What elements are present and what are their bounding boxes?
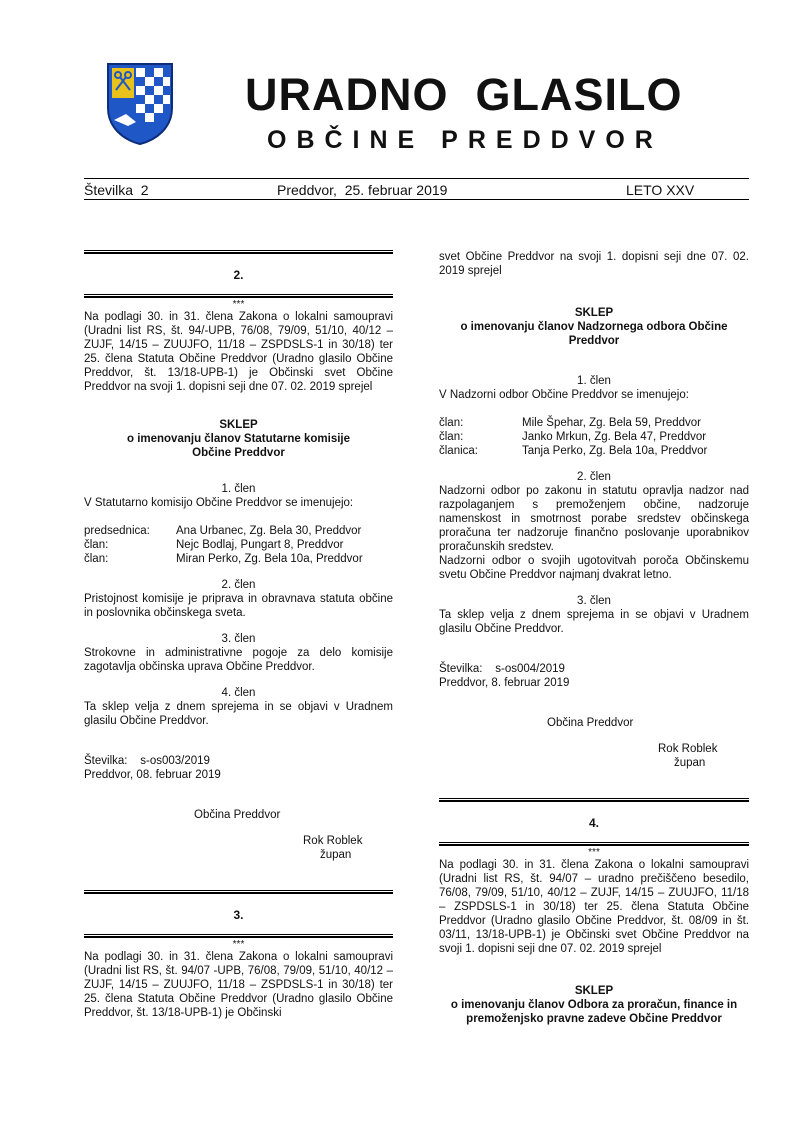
section-number: 2. xyxy=(233,268,244,282)
article-text: Nadzorni odbor o svojih ugotovitvah poroča Občinskemu svetu Občine Preddvor najmanj dvakrat letno. xyxy=(439,555,749,581)
section-number: 3. xyxy=(233,908,244,922)
right-column xyxy=(439,250,749,1026)
member-name: Janko Mrkun, Zg. Bela 47, Preddvor xyxy=(522,431,707,443)
article-title: 4. člen xyxy=(221,687,256,699)
article-text: Nadzorni odbor po zakonu in statutu opravlja nadzor nad razpolaganjem s premoženjem občine, nadzoruje namenskost in smotrnost porabe sredstev občinskega proračuna ter nadzoruje finančno poslovanje uporabnikov proračunskih sredstev. xyxy=(439,485,749,553)
article-title: 3. člen xyxy=(221,633,256,645)
issue-year: LETO XXV xyxy=(626,182,695,198)
header-rule-bottom xyxy=(84,199,749,200)
member-role: član: xyxy=(439,431,464,443)
document-number: Številka: s-os003/2019 xyxy=(84,755,210,767)
article-title: 1. člen xyxy=(221,483,256,495)
article-text: Pristojnost komisije je priprava in obravnava statuta občine in poslovnika občinskega sveta. xyxy=(84,593,393,619)
article-title: 2. člen xyxy=(221,579,256,591)
gazette-subtitle: OBČINE PREDDVOR xyxy=(267,126,663,154)
section-stars: *** xyxy=(232,299,245,310)
article-title: 3. člen xyxy=(577,595,611,607)
article-text: Strokovne in administrativne pogoje za delo komisije zagotavlja občinska uprava Občine Preddvor. xyxy=(84,647,393,673)
section-separator xyxy=(439,798,749,802)
section-separator xyxy=(84,890,393,894)
issue-place-date: Preddvor, 25. februar 2019 xyxy=(277,182,448,198)
decision-title: o imenovanju članov Odbora za proračun, finance in premoženjsko pravne zadeve Občine Preddvor xyxy=(450,999,738,1025)
signature-name: Rok Roblek xyxy=(658,743,718,755)
signature-role: župan xyxy=(320,849,352,861)
section-separator xyxy=(84,250,393,254)
member-role: predsednica: xyxy=(84,525,150,537)
member-name: Miran Perko, Zg. Bela 10a, Preddvor xyxy=(176,553,363,565)
member-row xyxy=(84,538,393,552)
gazette-title: URADNO GLASILO xyxy=(245,69,683,120)
document-date: Preddvor, 08. februar 2019 xyxy=(84,769,221,781)
section-separator xyxy=(84,294,393,298)
member-row xyxy=(439,416,749,430)
member-name: Nejc Bodlaj, Pungart 8, Preddvor xyxy=(176,539,344,551)
member-name: Mile Špehar, Zg. Bela 59, Preddvor xyxy=(522,417,701,429)
article-text: V Statutarno komisijo Občine Preddvor se imenujejo: xyxy=(84,497,354,509)
section-stars: *** xyxy=(232,939,245,950)
member-role: član: xyxy=(84,553,109,565)
article-text: Ta sklep velja z dnem sprejema in se objavi v Uradnem glasilu Občine Preddvor. xyxy=(84,701,393,727)
article-title: 2. člen xyxy=(577,471,611,483)
section-stars: *** xyxy=(588,847,600,858)
decision-heading: SKLEP xyxy=(574,985,614,997)
members-list xyxy=(84,524,393,566)
article-text: V Nadzorni odbor Občine Preddvor se imenujejo: xyxy=(439,389,689,401)
legal-basis-paragraph-continued: svet Občine Preddvor na svoji 1. dopisni seji dne 07. 02. 2019 sprejel xyxy=(439,251,749,277)
decision-title: o imenovanju članov Nadzornega odbora Občine Preddvor xyxy=(460,321,728,347)
member-row xyxy=(439,444,749,458)
member-name: Tanja Perko, Zg. Bela 10a, Preddvor xyxy=(522,445,708,457)
legal-basis-paragraph: Na podlagi 30. in 31. člena Zakona o lokalni samoupravi (Uradni list RS, št. 94/07 – uradno prečiščeno besedilo, 76/08, 79/09, 51/10, 40/12 – ZUJF, 14/15 – ZUUJFO, 11/18 – ZSPDSLS-1 in 30/18) ter 25. člena Statuta Občine Preddvor (Uradno glasilo Občine Preddvor, št. 08/09 in št. 03/11, 13/18-UPB-1) je Občinski svet Občine Preddvor na svoji 1. dopisni seji dne 07. 02. 2019 sprejel xyxy=(439,859,749,955)
member-row xyxy=(439,430,749,444)
document-date: Preddvor, 8. februar 2019 xyxy=(439,677,570,689)
signature-org: Občina Preddvor xyxy=(194,809,281,821)
member-row xyxy=(84,552,393,566)
signature-name: Rok Roblek xyxy=(303,835,363,847)
municipality-coat-of-arms-icon xyxy=(106,62,174,146)
member-role: član: xyxy=(439,417,464,429)
issue-number: Številka 2 xyxy=(84,182,149,198)
member-row xyxy=(84,524,393,538)
decision-heading: SKLEP xyxy=(219,419,258,431)
left-column xyxy=(84,250,393,1020)
header-rule-top xyxy=(84,178,749,179)
signature-role: župan xyxy=(674,757,706,769)
section-separator xyxy=(84,934,393,938)
legal-basis-paragraph: Na podlagi 30. in 31. člena Zakona o lokalni samoupravi (Uradni list RS, št. 94/-UPB, 76/08, 79/09, 51/10, 40/12 – ZUJF, 14/15 – ZUUJFO, 11/18 – ZSPDSLS-1 in 30/18) ter 25. člena Statuta Občine Preddvor (Uradno glasilo Občine Preddvor, št. 13/18-UPB-1) je Občinski svet Občine Preddvor na svoji 1. dopisni seji dne 07. 02. 2019 sprejel xyxy=(84,311,393,393)
decision-heading: SKLEP xyxy=(574,307,614,319)
article-title: 1. člen xyxy=(577,375,611,387)
section-number: 4. xyxy=(588,816,599,830)
section-separator xyxy=(439,842,749,846)
member-role: članica: xyxy=(439,445,478,457)
document-number: Številka: s-os004/2019 xyxy=(439,663,565,675)
signature-org: Občina Preddvor xyxy=(547,717,634,729)
members-list xyxy=(439,416,749,458)
legal-basis-paragraph: Na podlagi 30. in 31. člena Zakona o lokalni samoupravi (Uradni list RS, št. 94/07 -UPB, 76/08, 79/09, 51/10, 40/12 – ZUJF, 14/15 – ZUUJFO, 11/18 – ZSPDSLS-1 in 30/18) ter 25. člena Statuta Občine Preddvor (Uradno glasilo Občine Preddvor, št. 13/18-UPB-1) je Občinski xyxy=(84,951,393,1019)
decision-title: o imenovanju članov Statutarne komisije Občine Preddvor xyxy=(126,433,351,459)
member-role: član: xyxy=(84,539,109,551)
member-name: Ana Urbanec, Zg. Bela 30, Preddvor xyxy=(176,525,362,537)
article-text: Ta sklep velja z dnem sprejema in se objavi v Uradnem glasilu Občine Preddvor. xyxy=(439,609,749,635)
